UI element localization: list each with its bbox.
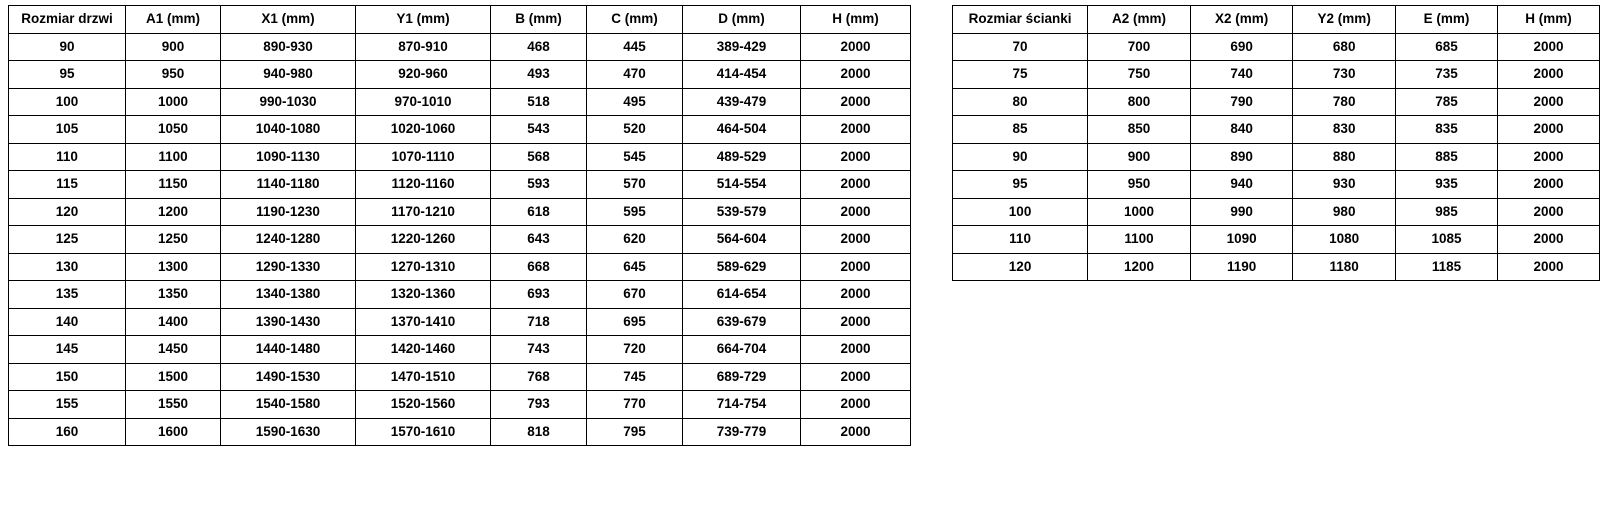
cell: 414-454 (683, 61, 801, 89)
wall-table-header (953, 6, 1600, 34)
cell: 885 (1395, 143, 1497, 171)
cell: 730 (1293, 61, 1396, 89)
cell: 770 (587, 391, 683, 419)
column-header-a2: A2 (mm) (1088, 6, 1191, 34)
cell: 1070-1110 (356, 143, 491, 171)
cell: 1540-1580 (221, 391, 356, 419)
cell: 900 (1088, 143, 1191, 171)
cell: 90 (9, 33, 126, 61)
cell: 468 (491, 33, 587, 61)
cell: 2000 (801, 363, 911, 391)
cell: 970-1010 (356, 88, 491, 116)
cell: 135 (9, 281, 126, 309)
cell: 2000 (801, 198, 911, 226)
cell: 670 (587, 281, 683, 309)
cell: 618 (491, 198, 587, 226)
column-header-c: C (mm) (587, 6, 683, 34)
table-header-row (9, 6, 911, 34)
table-row (9, 391, 911, 419)
cell: 880 (1293, 143, 1396, 171)
cell: 1200 (126, 198, 221, 226)
cell: 1350 (126, 281, 221, 309)
cell: 785 (1395, 88, 1497, 116)
cell: 2000 (1497, 143, 1599, 171)
cell: 470 (587, 61, 683, 89)
table-row (9, 308, 911, 336)
cell: 740 (1190, 61, 1293, 89)
cell: 115 (9, 171, 126, 199)
cell: 90 (953, 143, 1088, 171)
cell: 745 (587, 363, 683, 391)
cell: 2000 (1497, 226, 1599, 254)
cell: 818 (491, 418, 587, 446)
cell: 1120-1160 (356, 171, 491, 199)
cell: 835 (1395, 116, 1497, 144)
column-header-y1: Y1 (mm) (356, 6, 491, 34)
cell: 2000 (801, 143, 911, 171)
cell: 1500 (126, 363, 221, 391)
cell: 795 (587, 418, 683, 446)
table-row (9, 418, 911, 446)
table-row (9, 171, 911, 199)
cell: 1185 (1395, 253, 1497, 281)
cell: 105 (9, 116, 126, 144)
cell: 150 (9, 363, 126, 391)
cell: 870-910 (356, 33, 491, 61)
cell: 714-754 (683, 391, 801, 419)
cell: 689-729 (683, 363, 801, 391)
table-row (9, 198, 911, 226)
cell: 950 (1088, 171, 1191, 199)
wall-table-body (953, 33, 1600, 281)
cell: 720 (587, 336, 683, 364)
cell: 890 (1190, 143, 1293, 171)
cell: 1290-1330 (221, 253, 356, 281)
cell: 1590-1630 (221, 418, 356, 446)
cell: 75 (953, 61, 1088, 89)
cell: 1440-1480 (221, 336, 356, 364)
table-row (9, 363, 911, 391)
cell: 2000 (1497, 61, 1599, 89)
column-header-d: D (mm) (683, 6, 801, 34)
cell: 1090-1130 (221, 143, 356, 171)
cell: 100 (953, 198, 1088, 226)
table-row (9, 88, 911, 116)
cell: 639-679 (683, 308, 801, 336)
table-row (9, 33, 911, 61)
cell: 2000 (801, 88, 911, 116)
cell: 520 (587, 116, 683, 144)
cell: 564-604 (683, 226, 801, 254)
cell: 2000 (801, 336, 911, 364)
cell: 1100 (1088, 226, 1191, 254)
cell: 1050 (126, 116, 221, 144)
cell: 155 (9, 391, 126, 419)
cell: 643 (491, 226, 587, 254)
table-row (953, 143, 1600, 171)
cell: 1270-1310 (356, 253, 491, 281)
cell: 1520-1560 (356, 391, 491, 419)
cell: 110 (9, 143, 126, 171)
column-header-x2: X2 (mm) (1190, 6, 1293, 34)
cell: 1490-1530 (221, 363, 356, 391)
cell: 495 (587, 88, 683, 116)
cell: 80 (953, 88, 1088, 116)
cell: 685 (1395, 33, 1497, 61)
table-row (9, 143, 911, 171)
cell: 950 (126, 61, 221, 89)
cell: 589-629 (683, 253, 801, 281)
cell: 790 (1190, 88, 1293, 116)
cell: 1000 (1088, 198, 1191, 226)
column-header-h: H (mm) (801, 6, 911, 34)
cell: 930 (1293, 171, 1396, 199)
cell: 1420-1460 (356, 336, 491, 364)
table-row (953, 116, 1600, 144)
cell: 2000 (801, 116, 911, 144)
cell: 2000 (801, 281, 911, 309)
column-header-rozmiar-scianki: Rozmiar ścianki (953, 6, 1088, 34)
cell: 2000 (801, 61, 911, 89)
cell: 593 (491, 171, 587, 199)
cell: 145 (9, 336, 126, 364)
cell: 985 (1395, 198, 1497, 226)
cell: 2000 (1497, 116, 1599, 144)
table-row (953, 198, 1600, 226)
cell: 543 (491, 116, 587, 144)
cell: 493 (491, 61, 587, 89)
cell: 389-429 (683, 33, 801, 61)
cell: 2000 (1497, 171, 1599, 199)
cell: 1190-1230 (221, 198, 356, 226)
column-header-y2: Y2 (mm) (1293, 6, 1396, 34)
cell: 900 (126, 33, 221, 61)
cell: 940-980 (221, 61, 356, 89)
cell: 700 (1088, 33, 1191, 61)
table-header-row (953, 6, 1600, 34)
column-header-a1: A1 (mm) (126, 6, 221, 34)
cell: 1150 (126, 171, 221, 199)
cell: 1300 (126, 253, 221, 281)
cell: 664-704 (683, 336, 801, 364)
cell: 110 (953, 226, 1088, 254)
cell: 1370-1410 (356, 308, 491, 336)
cell: 1550 (126, 391, 221, 419)
cell: 830 (1293, 116, 1396, 144)
cell: 718 (491, 308, 587, 336)
column-header-h: H (mm) (1497, 6, 1599, 34)
cell: 2000 (801, 391, 911, 419)
cell: 85 (953, 116, 1088, 144)
cell: 695 (587, 308, 683, 336)
cell: 645 (587, 253, 683, 281)
cell: 2000 (1497, 253, 1599, 281)
cell: 680 (1293, 33, 1396, 61)
cell: 160 (9, 418, 126, 446)
cell: 800 (1088, 88, 1191, 116)
cell: 743 (491, 336, 587, 364)
cell: 935 (1395, 171, 1497, 199)
cell: 693 (491, 281, 587, 309)
cell: 1220-1260 (356, 226, 491, 254)
cell: 768 (491, 363, 587, 391)
cell: 1085 (1395, 226, 1497, 254)
table-row (9, 253, 911, 281)
cell: 570 (587, 171, 683, 199)
cell: 793 (491, 391, 587, 419)
cell: 2000 (1497, 88, 1599, 116)
cell: 100 (9, 88, 126, 116)
cell: 1080 (1293, 226, 1396, 254)
cell: 1040-1080 (221, 116, 356, 144)
table-row (953, 253, 1600, 281)
table-row (953, 33, 1600, 61)
doors-table-container (8, 5, 911, 446)
cell: 545 (587, 143, 683, 171)
cell: 1000 (126, 88, 221, 116)
cell: 940 (1190, 171, 1293, 199)
table-row (9, 61, 911, 89)
cell: 690 (1190, 33, 1293, 61)
cell: 120 (9, 198, 126, 226)
table-row (9, 281, 911, 309)
cell: 1200 (1088, 253, 1191, 281)
cell: 514-554 (683, 171, 801, 199)
cell: 739-779 (683, 418, 801, 446)
table-row (9, 226, 911, 254)
cell: 1170-1210 (356, 198, 491, 226)
doors-table-body (9, 33, 911, 446)
cell: 780 (1293, 88, 1396, 116)
cell: 2000 (1497, 198, 1599, 226)
cell: 539-579 (683, 198, 801, 226)
cell: 1140-1180 (221, 171, 356, 199)
cell: 1090 (1190, 226, 1293, 254)
cell: 595 (587, 198, 683, 226)
cell: 2000 (801, 226, 911, 254)
cell: 2000 (801, 418, 911, 446)
cell: 614-654 (683, 281, 801, 309)
cell: 518 (491, 88, 587, 116)
cell: 464-504 (683, 116, 801, 144)
cell: 70 (953, 33, 1088, 61)
cell: 990-1030 (221, 88, 356, 116)
cell: 980 (1293, 198, 1396, 226)
column-header-b: B (mm) (491, 6, 587, 34)
cell: 890-930 (221, 33, 356, 61)
cell: 1570-1610 (356, 418, 491, 446)
cell: 840 (1190, 116, 1293, 144)
cell: 125 (9, 226, 126, 254)
cell: 1250 (126, 226, 221, 254)
cell: 95 (9, 61, 126, 89)
cell: 750 (1088, 61, 1191, 89)
cell: 1450 (126, 336, 221, 364)
cell: 920-960 (356, 61, 491, 89)
cell: 120 (953, 253, 1088, 281)
cell: 2000 (1497, 33, 1599, 61)
doors-table-header (9, 6, 911, 34)
cell: 1240-1280 (221, 226, 356, 254)
cell: 668 (491, 253, 587, 281)
cell: 1320-1360 (356, 281, 491, 309)
column-header-e: E (mm) (1395, 6, 1497, 34)
cell: 1390-1430 (221, 308, 356, 336)
cell: 1470-1510 (356, 363, 491, 391)
table-row (9, 116, 911, 144)
cell: 95 (953, 171, 1088, 199)
table-row (953, 88, 1600, 116)
cell: 489-529 (683, 143, 801, 171)
table-row (953, 226, 1600, 254)
doors-dimensions-table (8, 5, 911, 446)
cell: 1190 (1190, 253, 1293, 281)
wall-dimensions-table (952, 5, 1600, 281)
table-row (953, 61, 1600, 89)
cell: 850 (1088, 116, 1191, 144)
table-row (9, 336, 911, 364)
cell: 735 (1395, 61, 1497, 89)
cell: 439-479 (683, 88, 801, 116)
table-row (953, 171, 1600, 199)
cell: 2000 (801, 33, 911, 61)
cell: 1020-1060 (356, 116, 491, 144)
wall-table-container (952, 5, 1600, 281)
cell: 1340-1380 (221, 281, 356, 309)
cell: 2000 (801, 308, 911, 336)
column-header-x1: X1 (mm) (221, 6, 356, 34)
cell: 1400 (126, 308, 221, 336)
cell: 2000 (801, 253, 911, 281)
cell: 1600 (126, 418, 221, 446)
cell: 130 (9, 253, 126, 281)
cell: 2000 (801, 171, 911, 199)
cell: 1100 (126, 143, 221, 171)
cell: 140 (9, 308, 126, 336)
cell: 445 (587, 33, 683, 61)
cell: 620 (587, 226, 683, 254)
column-header-rozmiar-drzwi: Rozmiar drzwi (9, 6, 126, 34)
cell: 568 (491, 143, 587, 171)
cell: 990 (1190, 198, 1293, 226)
cell: 1180 (1293, 253, 1396, 281)
